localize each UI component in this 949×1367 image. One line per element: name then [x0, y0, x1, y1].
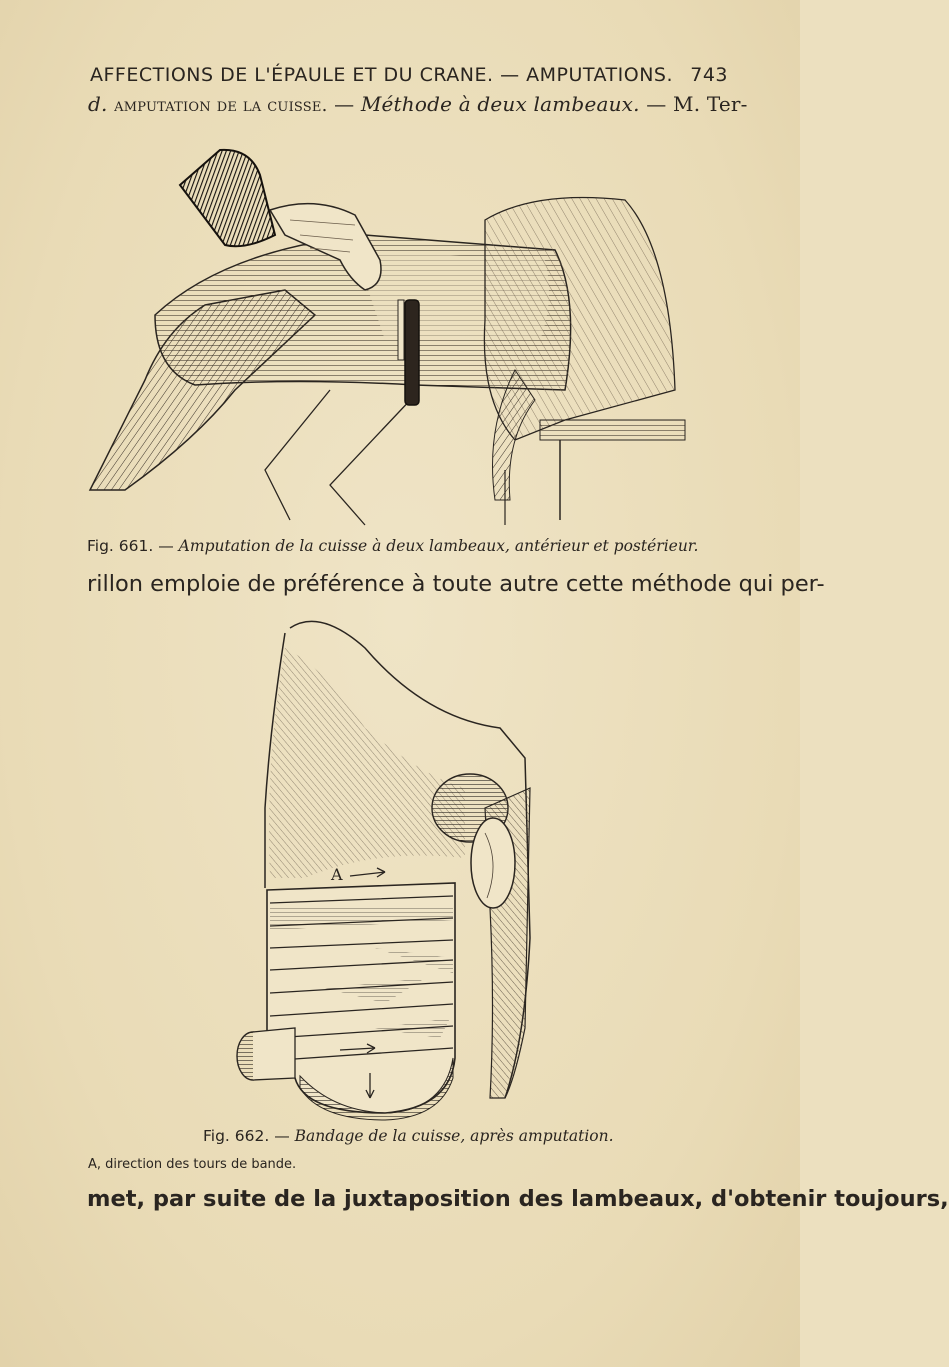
section-subheading: [88, 92, 748, 116]
figure-662-illustration: [225, 608, 555, 1128]
body-text-line-1: rillon emploie de préférence à toute autre cette méthode qui per-: [87, 571, 825, 597]
figure-662-number: Fig. 662.: [203, 1127, 270, 1145]
subheading-section: amputation de la cuisse.: [114, 95, 328, 116]
subheading-method: Méthode à deux lambeaux.: [360, 92, 640, 116]
figure-662-legend: A, direction des tours de bande.: [88, 1157, 297, 1172]
figure-661-title: Amputation de la cuisse à deux lambeaux, antérieur et postérieur.: [178, 537, 699, 555]
figure-662-dash: —: [269, 1127, 295, 1145]
subheading-dash-2: —: [639, 92, 674, 116]
figure-661-dash: —: [153, 537, 179, 555]
subheading-label: d.: [88, 92, 108, 116]
subheading-continuation: M. Ter-: [673, 92, 748, 116]
running-head: [90, 64, 740, 86]
figure-661-illustration: [85, 140, 715, 530]
figure-661-number: Fig. 661.: [87, 537, 154, 555]
subheading-dash-1: —: [327, 92, 361, 116]
figure-662-title: Bandage de la cuisse, après amputation.: [294, 1127, 614, 1145]
page-number: 743: [690, 64, 728, 86]
figure-662-label-a: A: [331, 865, 343, 884]
running-head-title: AFFECTIONS DE L'ÉPAULE ET DU CRANE. — AMPUTATIONS.: [90, 64, 674, 86]
figure-661-caption: [87, 537, 737, 555]
body-text-line-2: met, par suite de la juxtaposition des lambeaux, d'obtenir toujours,: [87, 1186, 949, 1212]
figure-662-caption: [203, 1127, 703, 1145]
